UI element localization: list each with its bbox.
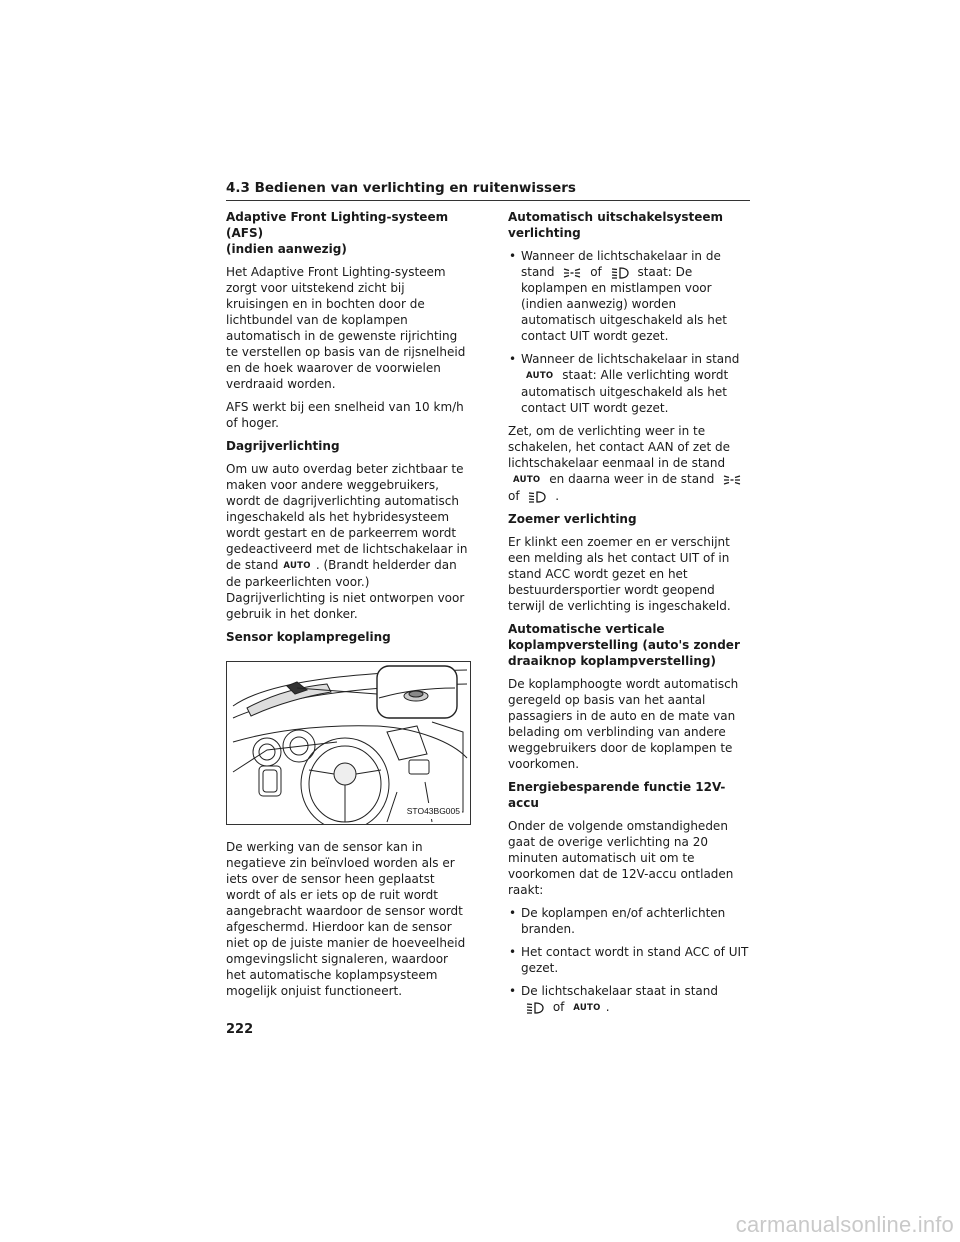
watermark: carmanualsonline.info: [735, 1212, 954, 1237]
sensor-text: De werking van de sensor kan in negatieve zin beïnvloed worden als er iets over de sensor heen geplaatst wordt of als er iets op de ruit wordt aangebracht waardoor de sensor wordt afgeschermd. Hierdoor kan de sensor niet op de juiste manier de hoeveelheid omgevingslicht signaleren, waardoor het automatische koplampsysteem mogelijk onjuist functioneert.: [226, 840, 466, 998]
list-item: • Wanneer de lichtschakelaar in de stand of staat: De koplampen en mistlampen voor (indien aanwezig) worden automatisch uitgeschakeld als het contact UIT wordt gezet.: [508, 248, 753, 344]
low-beam-icon: [611, 267, 629, 279]
auto-icon: AUTO: [526, 371, 554, 381]
section-header: [226, 180, 750, 201]
auto-icon: AUTO: [283, 561, 311, 571]
headlight-icon: [563, 267, 581, 279]
saver-heading: Energiebesparende functie 12V-accu: [508, 780, 726, 810]
drl-heading: Dagrijverlichting: [226, 439, 340, 453]
saver-list: [508, 905, 753, 1016]
buzzer-text: Er klinkt een zoemer en er verschijnt een melding als het contact UIT of in stand ACC wordt gezet en het bestuurdersportier wordt geopend terwijl de verlichting is ingeschakeld.: [508, 535, 731, 613]
figure-code: STO43BG005: [405, 803, 462, 819]
auto-off-heading: Automatisch uitschakelsysteem verlichting: [508, 210, 724, 240]
leveling-heading: Automatische verticale koplampverstelling (auto's zonder draaiknop koplampverstelling): [508, 622, 740, 668]
section-title: 4.3 Bedienen van verlichting en ruitenwissers: [226, 180, 576, 196]
list-item: • De koplampen en/of achterlichten branden.: [508, 905, 753, 937]
auto-off-list: [508, 248, 753, 416]
auto-icon: AUTO: [573, 1003, 601, 1013]
low-beam-icon: [528, 491, 546, 503]
sensor-heading: Sensor koplampregeling: [226, 630, 391, 644]
left-column: [226, 209, 471, 1006]
list-item: • De lichtschakelaar staat in stand of AUTO .: [508, 983, 753, 1016]
saver-text: Onder de volgende omstandigheden gaat de overige verlichting na 20 minuten automatisch uit om te voorkomen dat de 12V-accu ontladen raakt:: [508, 819, 734, 897]
drl-text: Om uw auto overdag beter zichtbaar te maken voor andere weggebruikers, wordt de dagrijverlichting automatisch ingeschakeld als het hybridesysteem wordt gestart en de parkeerrem wordt gedeactiveerd met de lichtschakelaar in de stand AUTO . (Brandt helderder dan de parkeerlichten voor.) Dagrijverlichting is niet ontworpen voor gebruik in het donker.: [226, 462, 468, 621]
leveling-text: De koplamphoogte wordt automatisch geregeld op basis van het aantal passagiers in de auto en de mate van belading om verblinding van andere weggebruikers door de koplampen te voorkomen.: [508, 677, 739, 771]
buzzer-heading: Zoemer verlichting: [508, 512, 637, 526]
right-column: [508, 209, 753, 1023]
low-beam-icon: [526, 1002, 544, 1014]
afs-speed-text: AFS werkt bij een snelheid van 10 km/h of hoger.: [226, 400, 464, 430]
page-number: 222: [226, 1022, 254, 1037]
list-item: • Wanneer de lichtschakelaar in stand AUTO staat: Alle verlichting wordt automatisch uitgeschakeld als het contact UIT wordt gezet.: [508, 351, 753, 416]
dashboard-illustration: [227, 662, 470, 824]
list-item: • Het contact wordt in stand ACC of UIT gezet.: [508, 944, 753, 976]
afs-text: Het Adaptive Front Lighting-systeem zorgt voor uitstekend zicht bij kruisingen en in bochten door de lichtbundel van de koplampen automatisch in de gewenste rijrichting te verstellen op basis van de rijsnelheid en de hoek waarover de voorwielen verdraaid worden.: [226, 265, 466, 391]
headlight-icon: [723, 474, 741, 486]
dashboard-sensor-figure: [226, 661, 471, 825]
afs-heading: Adaptive Front Lighting-systeem (AFS) (indien aanwezig): [226, 210, 449, 256]
auto-icon: AUTO: [513, 475, 541, 485]
reset-text: Zet, om de verlichting weer in te schakelen, het contact AAN of zet de lichtschakelaar eenmaal in de stand AUTO en daarna weer in de stand of .: [508, 423, 753, 504]
